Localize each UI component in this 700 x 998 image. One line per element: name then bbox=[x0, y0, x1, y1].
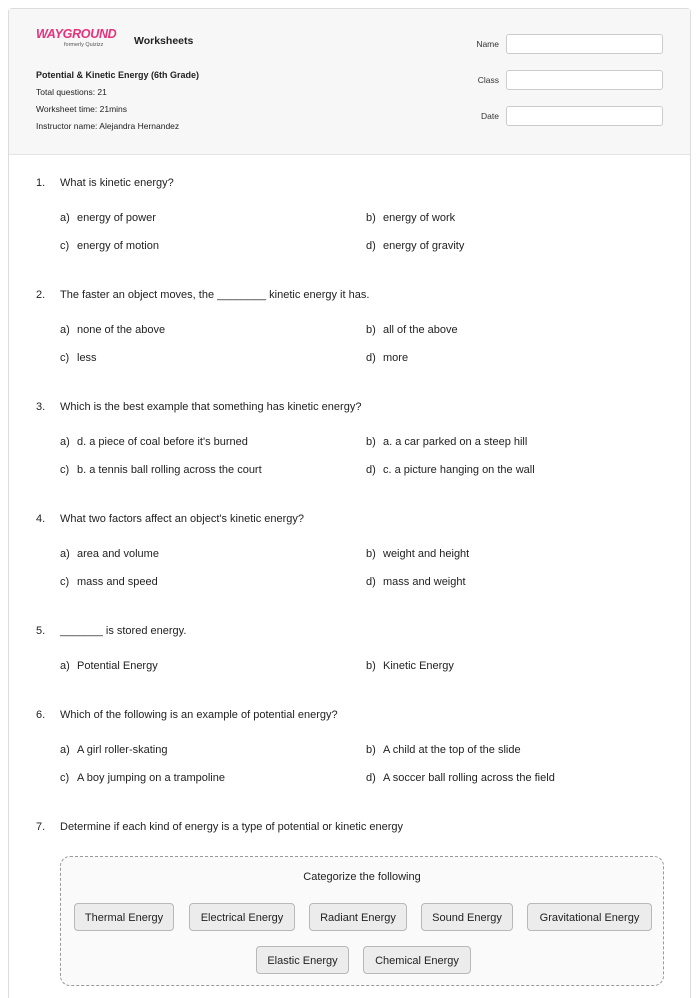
question-text: What two factors affect an object's kinetic energy? bbox=[60, 513, 305, 525]
chip-elastic-energy[interactable]: Elastic Energy bbox=[256, 946, 349, 974]
chip-sound-energy[interactable]: Sound Energy bbox=[421, 903, 513, 931]
option-a[interactable] bbox=[60, 744, 167, 756]
option-b[interactable] bbox=[366, 744, 521, 756]
chip-electrical-energy[interactable]: Electrical Energy bbox=[189, 903, 295, 931]
class-field[interactable] bbox=[506, 70, 663, 90]
class-label: Class bbox=[477, 75, 499, 85]
question-text: Which is the best example that something has kinetic energy? bbox=[60, 401, 362, 413]
question-number: 7. bbox=[36, 821, 46, 833]
chip-gravitational-energy[interactable]: Gravitational Energy bbox=[527, 903, 652, 931]
option-letter: b) bbox=[366, 436, 376, 448]
option-text: weight and height bbox=[383, 548, 470, 560]
option-text: mass and weight bbox=[383, 576, 466, 588]
option-letter: d) bbox=[366, 240, 376, 252]
option-letter: a) bbox=[60, 744, 70, 756]
question-text: What is kinetic energy? bbox=[60, 177, 174, 189]
option-letter: b) bbox=[366, 660, 376, 672]
option-text: more bbox=[383, 352, 409, 364]
option-letter: b) bbox=[366, 744, 376, 756]
question-number: 2. bbox=[36, 289, 46, 301]
option-b[interactable] bbox=[366, 436, 527, 448]
option-text: A soccer ball rolling across the field bbox=[383, 772, 555, 784]
product-name: Worksheets bbox=[134, 35, 194, 47]
option-b[interactable] bbox=[366, 324, 458, 336]
option-text: A child at the top of the slide bbox=[383, 744, 521, 756]
option-letter: c) bbox=[60, 576, 70, 588]
option-a[interactable] bbox=[60, 212, 156, 224]
option-letter: b) bbox=[366, 548, 376, 560]
question-number: 5. bbox=[36, 625, 46, 637]
option-b[interactable] bbox=[366, 212, 455, 224]
option-d[interactable] bbox=[366, 772, 555, 784]
option-letter: b) bbox=[366, 212, 376, 224]
option-text: Potential Energy bbox=[77, 660, 158, 672]
worksheet-meta bbox=[36, 67, 199, 135]
question-text: Determine if each kind of energy is a type of potential or kinetic energy bbox=[60, 821, 404, 833]
option-text: a. a car parked on a steep hill bbox=[383, 436, 528, 448]
option-c[interactable] bbox=[60, 772, 225, 784]
option-letter: d) bbox=[366, 464, 376, 476]
option-a[interactable] bbox=[60, 324, 165, 336]
option-c[interactable] bbox=[60, 352, 97, 364]
option-letter: a) bbox=[60, 660, 70, 672]
option-d[interactable] bbox=[366, 576, 466, 588]
name-label: Name bbox=[476, 39, 499, 49]
option-letter: a) bbox=[60, 436, 70, 448]
date-field[interactable] bbox=[506, 106, 663, 126]
worksheet bbox=[8, 8, 691, 998]
option-letter: b) bbox=[366, 324, 376, 336]
categorize-box bbox=[60, 856, 664, 986]
question-text: _______ is stored energy. bbox=[60, 625, 187, 637]
option-letter: c) bbox=[60, 464, 70, 476]
question-number: 4. bbox=[36, 513, 46, 525]
option-c[interactable] bbox=[60, 240, 159, 252]
option-letter: d) bbox=[366, 576, 376, 588]
question-text: Which of the following is an example of potential energy? bbox=[60, 709, 338, 721]
brand-subtitle: formerly Quizizz bbox=[64, 42, 104, 48]
option-text: A boy jumping on a trampoline bbox=[77, 772, 225, 784]
categorize-title: Categorize the following bbox=[303, 871, 421, 883]
option-letter: d) bbox=[366, 772, 376, 784]
option-text: energy of power bbox=[77, 212, 156, 224]
option-text: c. a picture hanging on the wall bbox=[383, 464, 535, 476]
option-a[interactable] bbox=[60, 660, 158, 672]
option-text: Kinetic Energy bbox=[383, 660, 454, 672]
option-a[interactable] bbox=[60, 436, 248, 448]
option-text: mass and speed bbox=[77, 576, 158, 588]
option-a[interactable] bbox=[60, 548, 159, 560]
chip-chemical-energy[interactable]: Chemical Energy bbox=[363, 946, 471, 974]
name-field[interactable] bbox=[506, 34, 663, 54]
option-text: all of the above bbox=[383, 324, 458, 336]
option-text: energy of gravity bbox=[383, 240, 465, 252]
option-text: less bbox=[77, 352, 97, 364]
worksheet-header bbox=[9, 9, 690, 155]
total-questions: Total questions: 21 bbox=[36, 87, 107, 97]
name-field-row bbox=[449, 34, 665, 56]
option-c[interactable] bbox=[60, 464, 262, 476]
question-number: 1. bbox=[36, 177, 46, 189]
option-letter: c) bbox=[60, 772, 70, 784]
option-b[interactable] bbox=[366, 548, 469, 560]
question-text: The faster an object moves, the ________ kinetic energy it has. bbox=[60, 289, 370, 301]
option-letter: a) bbox=[60, 212, 70, 224]
date-field-row bbox=[449, 106, 665, 128]
question-number: 6. bbox=[36, 709, 46, 721]
option-text: energy of work bbox=[383, 212, 456, 224]
date-label: Date bbox=[481, 111, 499, 121]
class-field-row bbox=[449, 70, 665, 92]
option-text: area and volume bbox=[77, 548, 159, 560]
chip-thermal-energy[interactable]: Thermal Energy bbox=[74, 903, 174, 931]
option-text: energy of motion bbox=[77, 240, 159, 252]
option-d[interactable] bbox=[366, 352, 408, 364]
option-c[interactable] bbox=[60, 576, 158, 588]
option-d[interactable] bbox=[366, 240, 464, 252]
option-letter: c) bbox=[60, 352, 70, 364]
option-b[interactable] bbox=[366, 660, 454, 672]
option-text: none of the above bbox=[77, 324, 166, 336]
instructor-name: Instructor name: Alejandra Hernandez bbox=[36, 121, 180, 131]
option-text: b. a tennis ball rolling across the court bbox=[77, 464, 262, 476]
option-text: A girl roller-skating bbox=[77, 744, 168, 756]
option-text: d. a piece of coal before it's burned bbox=[77, 436, 248, 448]
option-letter: c) bbox=[60, 240, 70, 252]
worksheet-time: Worksheet time: 21mins bbox=[36, 104, 128, 114]
question-number: 3. bbox=[36, 401, 46, 413]
option-d[interactable] bbox=[366, 464, 535, 476]
option-letter: a) bbox=[60, 324, 70, 336]
chip-radiant-energy[interactable]: Radiant Energy bbox=[309, 903, 407, 931]
brand-wordmark: WAYGROUND bbox=[36, 27, 117, 41]
worksheet-title: Potential & Kinetic Energy (6th Grade) bbox=[36, 70, 200, 80]
option-letter: a) bbox=[60, 548, 70, 560]
option-letter: d) bbox=[366, 352, 376, 364]
